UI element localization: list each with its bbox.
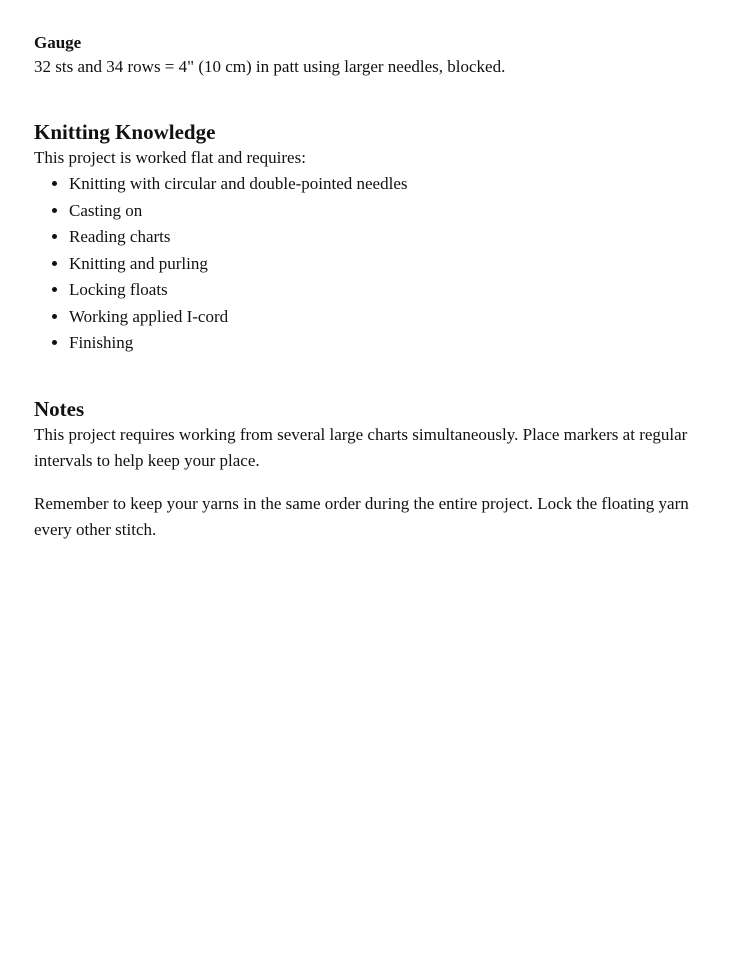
list-item: • Knitting and purling	[69, 251, 716, 278]
list-item: • Casting on	[69, 198, 716, 225]
list-item: • Locking floats	[69, 277, 716, 304]
gauge-text: 32 sts and 34 rows = 4" (10 cm) in patt using larger needles, blocked.	[34, 57, 506, 76]
knitting-knowledge-heading: Knitting Knowledge	[34, 120, 216, 144]
list-item: • Reading charts	[69, 224, 716, 251]
list-item: • Knitting with circular and double-pointed needles	[69, 171, 716, 198]
notes-heading: Notes	[34, 396, 85, 421]
gauge-heading: Gauge	[34, 33, 82, 52]
knowledge-intro: This project is worked flat and requires:	[34, 148, 306, 167]
notes-paragraph: Remember to keep your yarns in the same order during the entire project. Lock the floating yarn every other stitch.	[34, 493, 689, 539]
requirements-list	[34, 171, 716, 357]
list-item: • Working applied I-cord	[69, 304, 716, 331]
list-item: • Finishing	[69, 330, 716, 357]
notes-paragraph: This project requires working from several large charts simultaneously. Place markers at regular intervals to help keep your place.	[34, 424, 688, 470]
